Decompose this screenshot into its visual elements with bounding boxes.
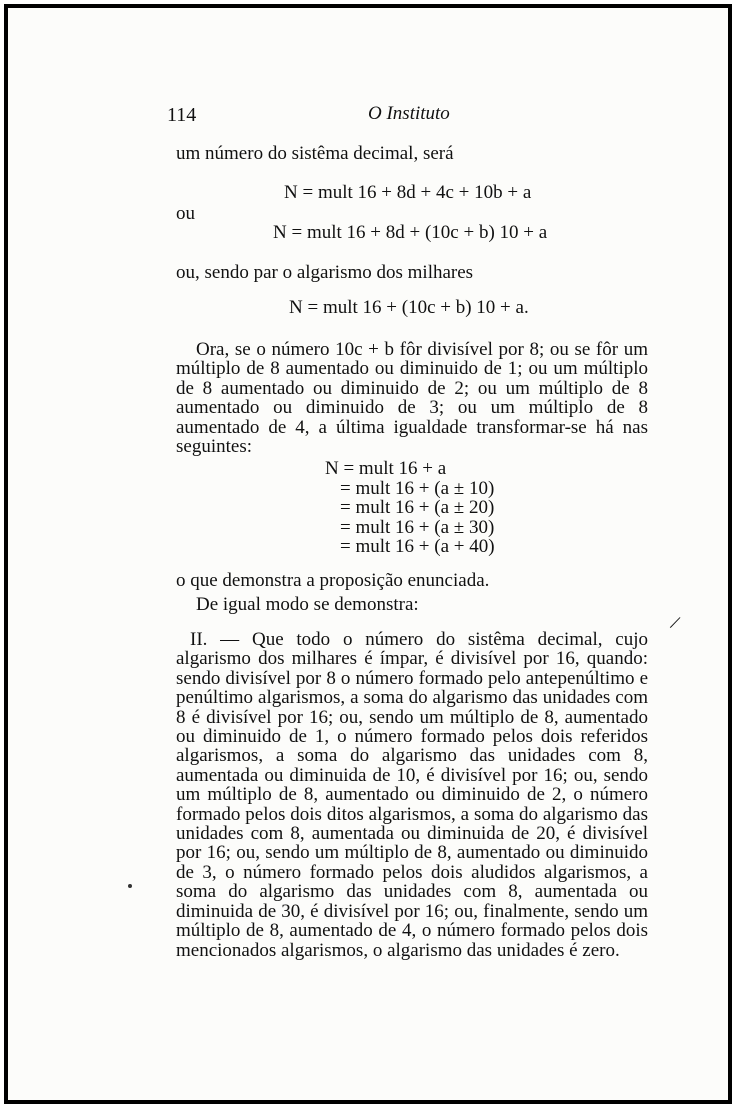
eq2-op: = xyxy=(291,222,303,243)
eq1-lhs: N xyxy=(284,182,298,203)
equation-2 xyxy=(273,222,547,244)
paragraph-2-text: II. — Que todo o número do sistêma decimal, cujo algarismo dos milhares é ímpar, é divisível por 16, quando: sendo divisível por 8 o número formado pelo antepenúltimo e penúltimo algarismos, a soma do algarismo das unidades com 8 é divisível por 16; ou, sendo um múltiplo de 8, aumentado ou diminuido de 1, o número formado pelos dois referidos algarismos, a soma do algarismo das unidades com 8, aumentada ou diminuida de 10, é divisível por 16; ou, sendo um múltiplo de 8, aumentado ou diminuido de 2, o número formado pelos dois ditos algarismos, a soma do algarismo das unidades com 8, aumentada ou diminuida de 20, é divisível por 16; ou, sendo um múltiplo de 8, aumentado ou diminuido de 3, o número formado pelos dois aludidos algarismos, a soma do algarismo das unidades com 8, aumentada ou diminuida de 30, é divisível por 16; ou, finalmente, sendo um múltiplo de 8, aumentado de 4, o número formado pelos dois mencionados algarismos, o algarismo das unidades é zero. xyxy=(176,629,648,961)
margin-mark: / xyxy=(667,611,683,635)
even-line: ou, sendo par o algarismo dos milhares xyxy=(176,262,474,283)
or-word: ou xyxy=(176,203,195,224)
running-title: O Instituto xyxy=(368,103,450,124)
system-line: = mult 16 + (a ± 30) xyxy=(340,516,495,538)
equation-1 xyxy=(284,182,531,204)
eq3-lhs: N xyxy=(289,297,303,318)
ink-speck xyxy=(128,884,132,888)
paragraph-1 xyxy=(176,340,648,456)
paragraph-2 xyxy=(176,630,648,960)
intro-line: um número do sistêma decimal, será xyxy=(176,143,454,164)
system-line: = mult 16 + (a ± 20) xyxy=(340,497,495,519)
likewise-line: De igual modo se demonstra: xyxy=(196,594,419,615)
eq3-op: = xyxy=(307,297,319,318)
conclusion-line: o que demonstra a proposição enunciada. xyxy=(176,570,490,591)
system-line: = mult 16 + (a + 40) xyxy=(340,536,495,558)
equation-system xyxy=(325,459,495,557)
eq1-op: = xyxy=(302,182,314,203)
paragraph-1-text: Ora, se o número 10c + b fôr divisível por 8; ou se fôr um múltiplo de 8 aumentado ou diminuido de 1; ou um múltiplo de 8 aumentado ou diminuido de 2; ou um múltiplo de 8 aumentado ou diminuido de 3; ou um múltiplo de 8 aumentado de 4, a última igualdade transformar-se há nas seguintes: xyxy=(176,339,648,458)
eq3-rhs: mult 16 + (10c + b) 10 + a. xyxy=(322,297,529,318)
eq2-rhs: mult 16 + 8d + (10c + b) 10 + a xyxy=(306,222,548,243)
eq1-rhs: mult 16 + 8d + 4c + 10b + a xyxy=(317,182,532,203)
page-number: 114 xyxy=(167,104,197,126)
equation-3 xyxy=(289,297,529,319)
eq2-lhs: N xyxy=(273,222,287,243)
system-line: = mult 16 + (a ± 10) xyxy=(340,477,495,499)
system-line: N = mult 16 + a xyxy=(325,458,447,479)
